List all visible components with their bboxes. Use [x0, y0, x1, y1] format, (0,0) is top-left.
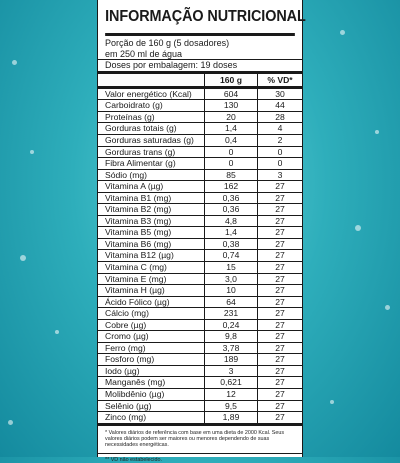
nutrient-dv: 27 — [258, 215, 303, 227]
bubble — [55, 330, 59, 334]
nutrient-amount: 9,8 — [205, 331, 258, 343]
nutrient-amount: 130 — [205, 100, 258, 112]
nutrient-name: Iodo (µg) — [98, 365, 205, 377]
table-row — [98, 123, 302, 135]
nutrient-name: Gorduras totais (g) — [98, 123, 205, 135]
table-row — [98, 146, 302, 158]
nutrient-name: Vitamina B6 (mg) — [98, 238, 205, 250]
table-row — [98, 192, 302, 204]
nutrient-amount: 0 — [205, 146, 258, 158]
nutrient-dv: 30 — [258, 87, 303, 100]
table-row — [98, 250, 302, 262]
nutrient-name: Gorduras saturadas (g) — [98, 134, 205, 146]
nutrient-name: Vitamina H (µg) — [98, 285, 205, 297]
table-row — [98, 296, 302, 308]
nutrient-dv: 27 — [258, 331, 303, 343]
column-header-nutrient — [98, 74, 205, 88]
nutrient-dv: 27 — [258, 285, 303, 297]
table-row — [98, 181, 302, 193]
nutrient-name: Ácido Fólico (µg) — [98, 296, 205, 308]
nutrient-name: Proteínas (g) — [98, 111, 205, 123]
bubble — [12, 60, 17, 65]
table-row — [98, 100, 302, 112]
nutrient-name: Manganês (mg) — [98, 377, 205, 389]
nutrient-dv: 27 — [258, 227, 303, 239]
nutrient-amount: 9,5 — [205, 400, 258, 412]
nutrient-amount: 1,4 — [205, 123, 258, 135]
nutrient-name: Cobre (µg) — [98, 319, 205, 331]
nutrient-name: Carboidrato (g) — [98, 100, 205, 112]
nutrient-name: Ferro (mg) — [98, 342, 205, 354]
table-row — [98, 158, 302, 170]
nutrient-amount: 3 — [205, 365, 258, 377]
nutrient-name: Vitamina B2 (mg) — [98, 204, 205, 216]
nutrient-amount: 0,621 — [205, 377, 258, 389]
nutrient-name: Zinco (mg) — [98, 412, 205, 425]
nutrient-name: Vitamina B3 (mg) — [98, 215, 205, 227]
footnote-vd: ** VD não estabelecido. — [98, 453, 302, 463]
table-row — [98, 400, 302, 412]
nutrient-name: Fosforo (mg) — [98, 354, 205, 366]
nutrient-dv: 27 — [258, 273, 303, 285]
table-row — [98, 354, 302, 366]
table-row — [98, 308, 302, 320]
table-row — [98, 111, 302, 123]
table-row — [98, 238, 302, 250]
table-row — [98, 204, 302, 216]
nutrient-amount: 1,89 — [205, 412, 258, 425]
nutrient-dv: 27 — [258, 192, 303, 204]
nutrient-dv: 27 — [258, 261, 303, 273]
serving-line-3: Doses por embalagem: 19 doses — [105, 60, 238, 71]
nutrient-dv: 27 — [258, 377, 303, 389]
table-row — [98, 261, 302, 273]
nutrient-dv: 27 — [258, 389, 303, 401]
nutrient-name: Valor energético (Kcal) — [98, 87, 205, 100]
nutrient-name: Vitamina A (µg) — [98, 181, 205, 193]
nutrient-amount: 604 — [205, 87, 258, 100]
table-row — [98, 273, 302, 285]
serving-line-1: Porção de 160 g (5 dosadores) — [105, 38, 230, 48]
table-row — [98, 227, 302, 239]
bubble — [355, 225, 361, 231]
nutrient-amount: 3,0 — [205, 273, 258, 285]
nutrient-amount: 85 — [205, 169, 258, 181]
nutrient-name: Vitamina B12 (µg) — [98, 250, 205, 262]
nutrient-amount: 189 — [205, 354, 258, 366]
nutrient-amount: 0,36 — [205, 204, 258, 216]
bubble — [385, 305, 390, 310]
bubble — [330, 400, 334, 404]
nutrient-name: Vitamina B1 (mg) — [98, 192, 205, 204]
nutrient-amount: 0,38 — [205, 238, 258, 250]
bubble — [30, 150, 34, 154]
nutrient-dv: 27 — [258, 181, 303, 193]
table-row — [98, 365, 302, 377]
nutrient-amount: 162 — [205, 181, 258, 193]
nutrient-name: Selênio (µg) — [98, 400, 205, 412]
nutrient-name: Vitamina E (mg) — [98, 273, 205, 285]
serving-info — [98, 36, 302, 71]
nutrient-name: Sódio (mg) — [98, 169, 205, 181]
nutrient-amount: 0,74 — [205, 250, 258, 262]
footnote-reference: * Valores diários de referência com base em uma dieta de 2000 Kcal. Seus valores diários podem ser maiores ou menores dependendo de suas necessidades energéticas. — [105, 429, 285, 449]
nutrient-dv: 27 — [258, 354, 303, 366]
nutrient-dv: 27 — [258, 250, 303, 262]
table-row — [98, 285, 302, 297]
table-header-row — [98, 74, 302, 88]
nutrient-name: Cromo (µg) — [98, 331, 205, 343]
nutrient-amount: 4,8 — [205, 215, 258, 227]
nutrient-dv: 0 — [258, 146, 303, 158]
table-row — [98, 331, 302, 343]
table-row — [98, 169, 302, 181]
nutrient-dv: 0 — [258, 158, 303, 170]
nutrient-dv: 27 — [258, 238, 303, 250]
nutrient-name: Vitamina C (mg) — [98, 261, 205, 273]
bubble — [8, 420, 13, 425]
nutrient-dv: 27 — [258, 204, 303, 216]
nutrient-name: Vitamina B5 (mg) — [98, 227, 205, 239]
nutrient-dv: 28 — [258, 111, 303, 123]
nutrient-amount: 10 — [205, 285, 258, 297]
nutrient-amount: 0,36 — [205, 192, 258, 204]
nutrient-amount: 0,4 — [205, 134, 258, 146]
nutrient-dv: 27 — [258, 400, 303, 412]
column-header-dv: % VD* — [258, 74, 303, 88]
nutrient-dv: 2 — [258, 134, 303, 146]
nutrient-dv: 27 — [258, 319, 303, 331]
nutrient-amount: 3,78 — [205, 342, 258, 354]
nutrient-dv: 3 — [258, 169, 303, 181]
panel-title: INFORMAÇÃO NUTRICIONAL — [105, 0, 295, 36]
nutrient-amount: 20 — [205, 111, 258, 123]
nutrient-amount: 1,4 — [205, 227, 258, 239]
table-row — [98, 134, 302, 146]
nutrition-table — [98, 74, 302, 426]
nutrient-dv: 27 — [258, 365, 303, 377]
nutrient-dv: 4 — [258, 123, 303, 135]
nutrient-dv: 44 — [258, 100, 303, 112]
nutrient-amount: 12 — [205, 389, 258, 401]
table-row — [98, 215, 302, 227]
table-row — [98, 319, 302, 331]
nutrient-dv: 27 — [258, 342, 303, 354]
nutrient-dv: 27 — [258, 296, 303, 308]
nutrient-amount: 15 — [205, 261, 258, 273]
bubble — [20, 255, 26, 261]
nutrient-amount: 231 — [205, 308, 258, 320]
table-row — [98, 87, 302, 100]
column-header-amount: 160 g — [205, 74, 258, 88]
nutrient-name: Molibdênio (µg) — [98, 389, 205, 401]
nutrient-dv: 27 — [258, 308, 303, 320]
table-row — [98, 389, 302, 401]
nutrient-name: Fibra Alimentar (g) — [98, 158, 205, 170]
bubble — [375, 130, 379, 134]
nutrient-name: Cálcio (mg) — [98, 308, 205, 320]
serving-line-2: em 250 ml de água — [98, 49, 302, 61]
nutrient-name: Gorduras trans (g) — [98, 146, 205, 158]
nutrient-dv: 27 — [258, 412, 303, 425]
nutrition-facts-panel — [97, 0, 306, 463]
table-row — [98, 342, 302, 354]
table-row — [98, 412, 302, 425]
nutrient-amount: 64 — [205, 296, 258, 308]
table-row — [98, 377, 302, 389]
nutrient-amount: 0 — [205, 158, 258, 170]
bubble — [340, 30, 345, 35]
nutrient-amount: 0,24 — [205, 319, 258, 331]
